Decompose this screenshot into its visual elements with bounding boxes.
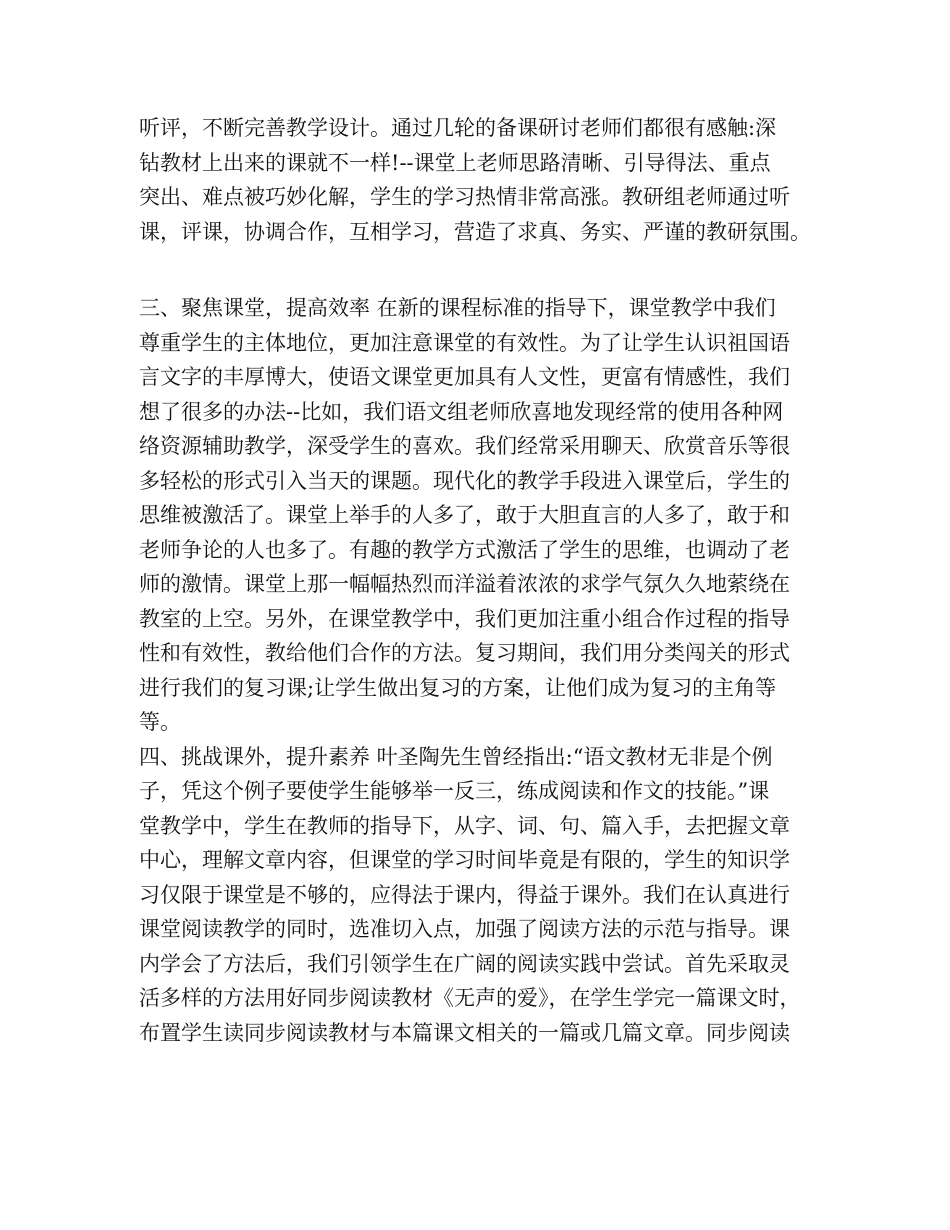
text-line: 课，评课，协调合作，互相学习，营造了求真、务实、严谨的教研氛围。 (139, 219, 811, 244)
paragraph-teaching-research (139, 111, 829, 249)
paragraph-classroom-and-extracurricular (139, 291, 829, 1050)
text-line: 进行我们的复习课;让学生做出复习的方案，让他们成为复习的主角等 (139, 675, 777, 700)
text-line: 子，凭这个例子要使学生能够举一反三，练成阅读和作文的技能。”课 (139, 779, 770, 803)
text-line: 尊重学生的主体地位，更加注意课堂的有效性。为了让学生认识祖国语 (139, 330, 790, 355)
text-line: 思维被激活了。课堂上举手的人多了，敢于大胆直言的人多了，敢于和 (139, 503, 790, 527)
text-line: 内学会了方法后，我们引领学生在广阔的阅读实践中尝试。首先采取灵 (139, 951, 790, 976)
text-line: 三、聚焦课堂，提高效率 在新的课程标准的指导下，课堂教学中我们 (139, 296, 776, 320)
text-line: 教室的上空。另外，在课堂教学中，我们更加注重小组合作过程的指导 (139, 606, 790, 631)
text-line: 师的激情。课堂上那一幅幅热烈而洋溢着浓浓的求学气氛久久地萦绕在 (139, 572, 790, 596)
text-line: 课堂阅读教学的同时，选准切入点，加强了阅读方法的示范与指导。课 (139, 917, 790, 941)
text-line: 想了很多的办法--比如，我们语文组老师欣喜地发现经常的使用各种网 (139, 399, 784, 424)
text-line: 言文字的丰厚博大，使语文课堂更加具有人文性，更富有情感性，我们 (139, 365, 790, 389)
text-line: 多轻松的形式引入当天的课题。现代化的教学手段进入课堂后，学生的 (139, 468, 790, 493)
text-line: 中心，理解文章内容，但课堂的学习时间毕竟是有限的，学生的知识学 (139, 848, 790, 872)
text-line: 活多样的方法用好同步阅读教材《无声的爱》，在学生学完一篇课文时， (139, 986, 801, 1010)
text-line: 老师争论的人也多了。有趣的教学方式激活了学生的思维，也调动了老 (139, 537, 790, 562)
text-line: 四、挑战课外，提升素养 叶圣陶先生曾经指出:“语文教材无非是个例 (139, 744, 773, 769)
text-line: 突出、难点被巧妙化解，学生的学习热情非常高涨。教研组老师通过听 (139, 185, 790, 209)
text-line: 等。 (139, 710, 181, 734)
text-line: 习仅限于课堂是不够的，应得法于课内，得益于课外。我们在认真进行 (139, 882, 790, 907)
text-line: 堂教学中，学生在教师的指导下，从字、词、句、篇入手，去把握文章 (139, 813, 790, 838)
text-line: 络资源辅助教学，深受学生的喜欢。我们经常采用聊天、欣赏音乐等很 (139, 434, 790, 458)
text-line: 布置学生读同步阅读教材与本篇课文相关的一篇或几篇文章。同步阅读 (139, 1020, 790, 1045)
text-line: 钻教材上出来的课就不一样!--课堂上老师思路清晰、引导得法、重点 (139, 150, 771, 175)
text-line: 性和有效性，教给他们合作的方法。复习期间，我们用分类闯关的形式 (139, 641, 790, 665)
text-line: 听评，不断完善教学设计。通过几轮的备课研讨老师们都很有感触:深 (139, 116, 777, 140)
